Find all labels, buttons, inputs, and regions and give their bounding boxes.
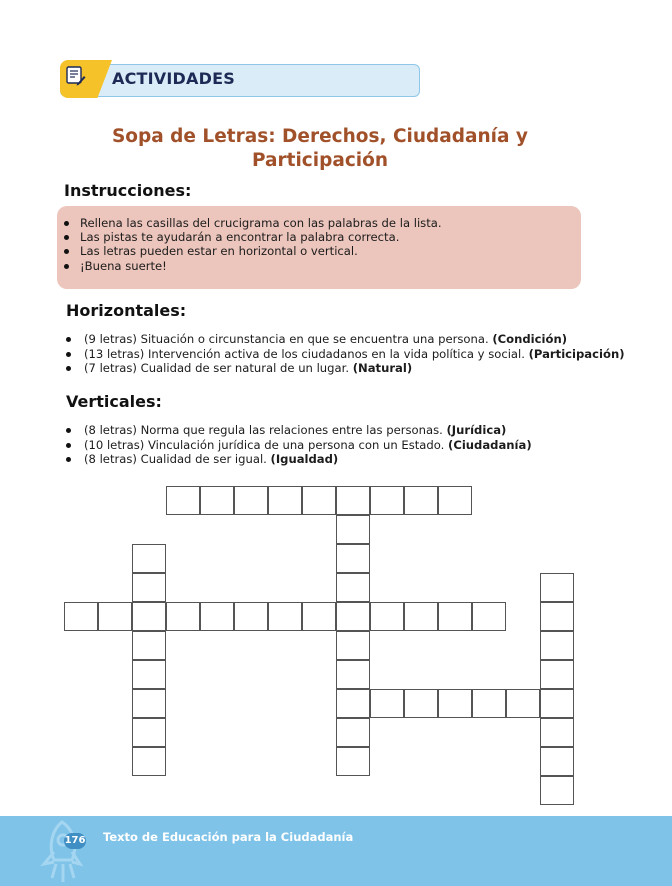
crossword-cell[interactable] [506, 689, 540, 718]
crossword-cell[interactable] [132, 747, 166, 776]
instruction-item: ¡Buena suerte! [60, 259, 442, 273]
clue-answer: (Jurídica) [446, 423, 507, 437]
crossword-cell[interactable] [438, 602, 472, 631]
page-title-line-1: Sopa de Letras: Derechos, Ciudadanía y [111, 126, 528, 147]
crossword-cell[interactable] [200, 602, 234, 631]
crossword-cell[interactable] [268, 486, 302, 515]
rocket-icon [28, 812, 92, 886]
crossword-cell[interactable] [404, 602, 438, 631]
crossword-cell[interactable] [472, 689, 506, 718]
crossword-cell[interactable] [336, 660, 370, 689]
clue-answer: (Igualdad) [270, 452, 339, 466]
crossword-cell[interactable] [370, 602, 404, 631]
clue-text: (9 letras) Situación o circunstancia en que se encuentra una persona. [84, 332, 493, 346]
crossword-cell[interactable] [438, 689, 472, 718]
clue-item [62, 452, 532, 467]
clue-text: (7 letras) Cualidad de ser natural de un lugar. [84, 361, 353, 375]
clue-answer: (Ciudadanía) [448, 437, 532, 452]
crossword-cell[interactable] [336, 544, 370, 573]
crossword-cell[interactable] [540, 573, 574, 602]
crossword-cell[interactable] [132, 631, 166, 660]
clue-item [62, 361, 625, 376]
crossword-cell[interactable] [132, 573, 166, 602]
crossword-cell[interactable] [336, 486, 370, 515]
horizontal-clues-list [62, 332, 625, 376]
crossword-cell[interactable] [234, 602, 268, 631]
crossword-cell[interactable] [336, 515, 370, 544]
crossword-cell[interactable] [336, 747, 370, 776]
vertical-clues-list [62, 423, 532, 467]
crossword-cell[interactable] [98, 602, 132, 631]
crossword-cell[interactable] [132, 544, 166, 573]
clue-text: (8 letras) Norma que regula las relaciones entre las personas. [84, 423, 447, 437]
crossword-cell[interactable] [64, 602, 98, 631]
horizontales-heading: Horizontales: [66, 301, 187, 320]
crossword-cell[interactable] [200, 486, 234, 515]
clue-answer: (Participación) [528, 346, 625, 361]
crossword-cell[interactable] [370, 486, 404, 515]
crossword-cell[interactable] [336, 718, 370, 747]
clue-item [62, 347, 625, 362]
crossword-cell[interactable] [404, 486, 438, 515]
crossword-cell[interactable] [336, 602, 370, 631]
clue-text: (13 letras) Intervención activa de los ciudadanos en la vida política y social. [84, 346, 529, 361]
crossword-cell[interactable] [540, 776, 574, 805]
crossword-cell[interactable] [336, 573, 370, 602]
crossword-cell[interactable] [302, 602, 336, 631]
clue-item [62, 423, 532, 438]
instructions-heading: Instrucciones: [64, 181, 192, 200]
page-title [90, 125, 550, 173]
crossword-cell[interactable] [302, 486, 336, 515]
crossword-cell[interactable] [166, 602, 200, 631]
crossword-cell[interactable] [438, 486, 472, 515]
clue-answer: (Natural) [352, 361, 413, 375]
crossword-cell[interactable] [472, 602, 506, 631]
crossword-cell[interactable] [234, 486, 268, 515]
crossword-cell[interactable] [370, 689, 404, 718]
crossword-cell[interactable] [132, 660, 166, 689]
verticales-heading: Verticales: [66, 392, 162, 411]
pencil-notebook-icon [64, 64, 86, 86]
footer-bar [0, 816, 672, 886]
crossword-cell[interactable] [336, 631, 370, 660]
crossword-cell[interactable] [540, 660, 574, 689]
page-title-line-2: Participación [251, 150, 389, 171]
crossword-cell[interactable] [540, 747, 574, 776]
crossword-cell[interactable] [132, 602, 166, 631]
footer-text: Texto de Educación para la Ciudadanía [103, 830, 354, 844]
crossword-cell[interactable] [132, 718, 166, 747]
crossword-cell[interactable] [540, 718, 574, 747]
instruction-item: Las letras pueden estar en horizontal o vertical. [60, 244, 442, 258]
banner-title: ACTIVIDADES [112, 69, 235, 88]
instructions-list [60, 216, 442, 273]
crossword-cell[interactable] [166, 486, 200, 515]
clue-item [62, 438, 532, 453]
crossword-cell[interactable] [540, 631, 574, 660]
crossword-cell[interactable] [404, 689, 438, 718]
page-number: 176 [64, 833, 86, 849]
crossword-cell[interactable] [336, 689, 370, 718]
clue-text: (8 letras) Cualidad de ser igual. [84, 452, 271, 466]
clue-item [62, 332, 625, 347]
crossword-cell[interactable] [268, 602, 302, 631]
crossword-cell[interactable] [540, 602, 574, 631]
crossword-cell[interactable] [540, 689, 574, 718]
instruction-item: Rellena las casillas del crucigrama con las palabras de la lista. [60, 216, 442, 230]
clue-text: (10 letras) Vinculación jurídica de una persona con un Estado. [84, 437, 449, 452]
clue-answer: (Condición) [492, 332, 567, 346]
instruction-item: Las pistas te ayudarán a encontrar la palabra correcta. [60, 230, 442, 244]
crossword-cell[interactable] [132, 689, 166, 718]
